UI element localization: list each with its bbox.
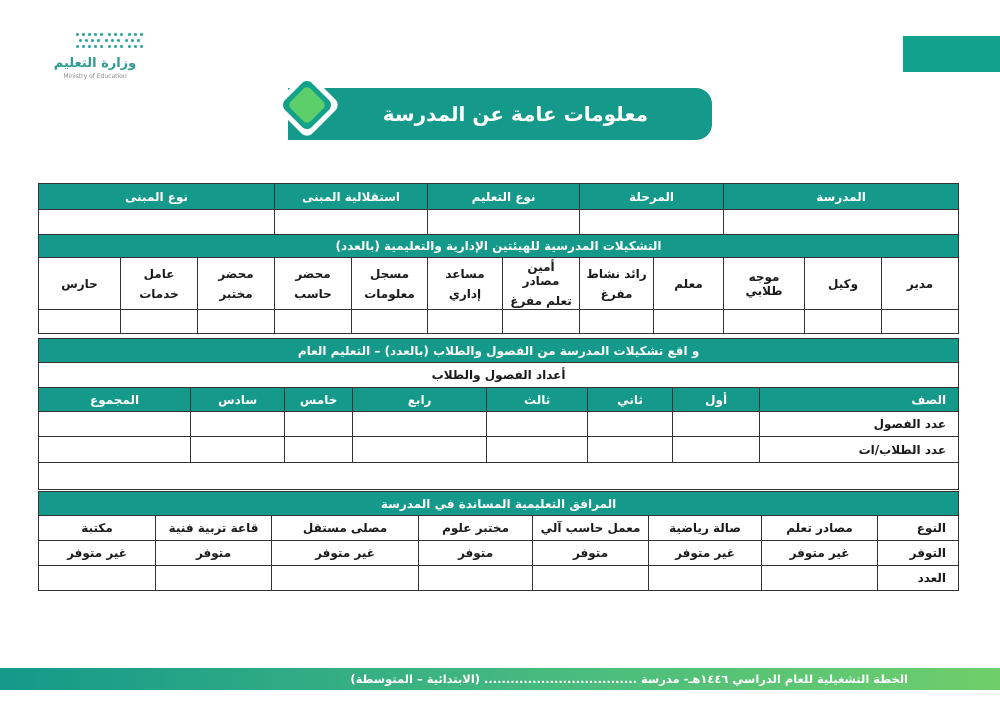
facility-learning-resources: مصادر تعلم: [762, 516, 878, 541]
count-cell[interactable]: [121, 310, 198, 334]
role-principal: مدير: [882, 258, 959, 310]
value-cell[interactable]: [191, 412, 285, 437]
footer-text: الخطة التشغيلية للعام الدراسي ١٤٤٦هـ- مدرسة ................................... (الابتدائية – المتوسطة): [350, 672, 908, 686]
type-label: النوع: [878, 516, 959, 541]
status-cell[interactable]: متوفر: [419, 541, 533, 566]
count-cell[interactable]: [428, 310, 503, 334]
classes-table: [38, 338, 959, 490]
facilities-table: [38, 491, 959, 591]
diamond-icon: [276, 74, 348, 146]
value-cell[interactable]: [588, 437, 673, 463]
availability-label: التوفر: [878, 541, 959, 566]
value-cell[interactable]: [673, 437, 760, 463]
count-cell[interactable]: [272, 566, 419, 591]
count-cell[interactable]: [275, 310, 352, 334]
count-cell[interactable]: [882, 310, 959, 334]
classes-subtitle: أعداد الفصول والطلاب: [39, 363, 959, 388]
facilities-section-title: المرافق التعليمية المساندة في المدرسة: [39, 492, 959, 516]
header-total: المجموع: [39, 388, 191, 412]
facility-science-lab: مختبر علوم: [419, 516, 533, 541]
count-cell[interactable]: [533, 566, 649, 591]
status-cell[interactable]: غير متوفر: [762, 541, 878, 566]
count-cell[interactable]: [654, 310, 724, 334]
count-cell[interactable]: [39, 310, 121, 334]
value-cell[interactable]: [353, 437, 487, 463]
logo-dots-icon: [76, 33, 144, 53]
count-cell[interactable]: [724, 310, 805, 334]
count-cell[interactable]: [352, 310, 428, 334]
status-cell[interactable]: متوفر: [533, 541, 649, 566]
value-cell[interactable]: [191, 437, 285, 463]
header-building-type: نوع المبنى: [39, 184, 275, 210]
count-cell[interactable]: [649, 566, 762, 591]
value-cell[interactable]: [285, 437, 353, 463]
spacer-row: [39, 463, 959, 490]
value-cell[interactable]: [353, 412, 487, 437]
header-fourth: رابع: [353, 388, 487, 412]
role-service-worker: عامل خدمات: [121, 258, 198, 310]
school-info-table: [38, 183, 959, 334]
value-cell[interactable]: [588, 412, 673, 437]
header-sixth: سادس: [191, 388, 285, 412]
count-cell[interactable]: [580, 310, 654, 334]
facility-gym: صالة رياضية: [649, 516, 762, 541]
header-building-independence: استقلالية المبنى: [275, 184, 428, 210]
value-cell[interactable]: [487, 412, 588, 437]
role-student-counselor: موجه طلابي: [724, 258, 805, 310]
count-cell[interactable]: [503, 310, 580, 334]
facilities-type-row: [39, 516, 959, 541]
table-row: [39, 412, 959, 437]
value-cell[interactable]: [39, 412, 191, 437]
header-second: ثاني: [588, 388, 673, 412]
facility-library: مكتبة: [39, 516, 156, 541]
role-lab-technician: محضر مختبر: [198, 258, 275, 310]
count-cell[interactable]: [762, 566, 878, 591]
header-school: المدرسة: [724, 184, 959, 210]
footer-bar: [0, 668, 1000, 690]
row-label-students: عدد الطلاب/ات: [760, 437, 959, 463]
page-title: معلومات عامة عن المدرسة: [382, 102, 648, 126]
corner-decoration: [903, 36, 1000, 72]
header-stage: المرحلة: [580, 184, 724, 210]
value-cell[interactable]: [487, 437, 588, 463]
staff-section-title: التشكيلات المدرسية للهيئتين الإدارية والتعليمية (بالعدد): [39, 235, 959, 258]
logo-english: Ministry of Education: [63, 73, 127, 80]
role-admin-assistant: مساعد إداري: [428, 258, 503, 310]
header-third: ثالث: [487, 388, 588, 412]
role-guard: حارس: [39, 258, 121, 310]
stage-cell[interactable]: [580, 210, 724, 235]
value-cell[interactable]: [285, 412, 353, 437]
status-cell[interactable]: غير متوفر: [272, 541, 419, 566]
logo-arabic: وزارة التعليم: [53, 56, 137, 71]
title-banner: [288, 88, 712, 140]
count-cell[interactable]: [39, 566, 156, 591]
value-cell[interactable]: [673, 412, 760, 437]
header-fifth: خامس: [285, 388, 353, 412]
role-computer-technician: محضر حاسب: [275, 258, 352, 310]
status-cell[interactable]: غير متوفر: [39, 541, 156, 566]
staff-counts-row: [39, 310, 959, 334]
status-cell[interactable]: متوفر: [156, 541, 272, 566]
count-label: العدد: [878, 566, 959, 591]
staff-roles-row: [39, 258, 959, 310]
count-cell[interactable]: [156, 566, 272, 591]
facility-computer-lab: معمل حاسب آلي: [533, 516, 649, 541]
status-cell[interactable]: غير متوفر: [649, 541, 762, 566]
facility-art-room: قاعة تربية فنية: [156, 516, 272, 541]
count-cell[interactable]: [198, 310, 275, 334]
school-name-cell[interactable]: [724, 210, 959, 235]
building-type-cell[interactable]: [39, 210, 275, 235]
role-resource-keeper: أمين مصادر تعلم مفرغ: [503, 258, 580, 310]
ministry-logo: [40, 30, 150, 80]
classes-header-row: [39, 388, 959, 412]
education-type-cell[interactable]: [428, 210, 580, 235]
header-education-type: نوع التعليم: [428, 184, 580, 210]
facility-prayer-room: مصلى مستقل: [272, 516, 419, 541]
facilities-count-row: [39, 566, 959, 591]
header-grade: الصف: [760, 388, 959, 412]
role-data-registrar: مسجل معلومات: [352, 258, 428, 310]
count-cell[interactable]: [805, 310, 882, 334]
row-label-classes: عدد الفصول: [760, 412, 959, 437]
role-vice-principal: وكيل: [805, 258, 882, 310]
table-row: [39, 437, 959, 463]
role-activity-leader: رائد نشاط مفرغ: [580, 258, 654, 310]
header-first: أول: [673, 388, 760, 412]
building-independence-cell[interactable]: [275, 210, 428, 235]
facilities-availability-row: [39, 541, 959, 566]
value-cell[interactable]: [39, 437, 191, 463]
classes-section-title: و اقع تشكيلات المدرسة من الفصول والطلاب (بالعدد) – التعليم العام: [39, 339, 959, 363]
role-teacher: معلم: [654, 258, 724, 310]
count-cell[interactable]: [419, 566, 533, 591]
